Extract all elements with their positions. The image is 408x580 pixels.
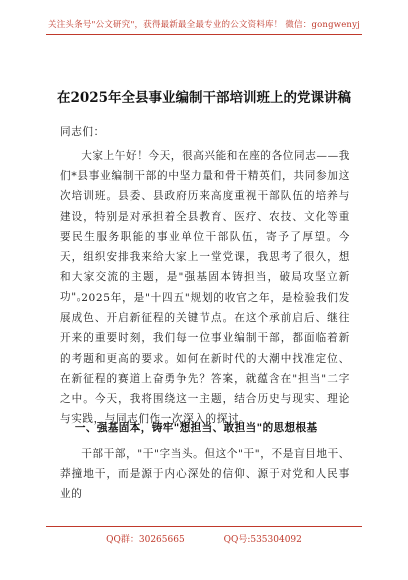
footer [0,532,408,545]
footer-qq-group: QQ群：30265665 [106,535,185,545]
paragraph-2: 2025年，是"十四五"规划的收官之年，是检验我们发展成色、开启新征程的关键节点。在这个承前启后、继往开来的重要时刻，我们每一位事业编制干部，都面临着新的考题和更高的要求。如何在新时代的大潮中找准定位、在新征程的赛道上奋勇争先？答案，就蕴含在"担当"二字之中。今天，我将围绕这一主题，结合历史与现实、理论与实践，与同志们作一次深入的探讨。 [60,292,350,426]
document-title: 在2025年全县事业编制干部培训班上的党课讲稿 [56,90,352,106]
section-heading: 一、强基固本，铸牢"想担当、敢担当"的思想根基 [74,422,318,434]
paragraph-1: 大家上午好！今天，很高兴能和在座的各位同志——我们*县事业编制干部的中坚力量和骨干精英们，共同参加这次培训班。县委、县政府历来高度重视干部队伍的培养与建设，特别是对承担着全县教育、医疗、农技、文化等重要民生服务职能的事业单位干部队伍，寄予了厚望。今天，组织安排我来给大家上一堂党课，我思考了很久，想和大家交流的主题，是"强基固本铸担当，破局攻坚立新功"。 [60,150,350,304]
greeting: 同志们： [60,126,105,138]
paragraph-3: 干部干部，"干"字当头。但这个"干"，不是盲目地干、莽撞地干，而是源于内心深处的信仰、源于对党和人民事业的 [60,448,350,501]
header-divider [46,34,362,35]
footer-divider [46,526,362,527]
header-banner: 关注头条号"公文研究"，获得最新最全最专业的公文资料库！ 微信：gongwenyj [48,20,360,30]
footer-qq-number: QQ号:535304092 [223,535,302,545]
